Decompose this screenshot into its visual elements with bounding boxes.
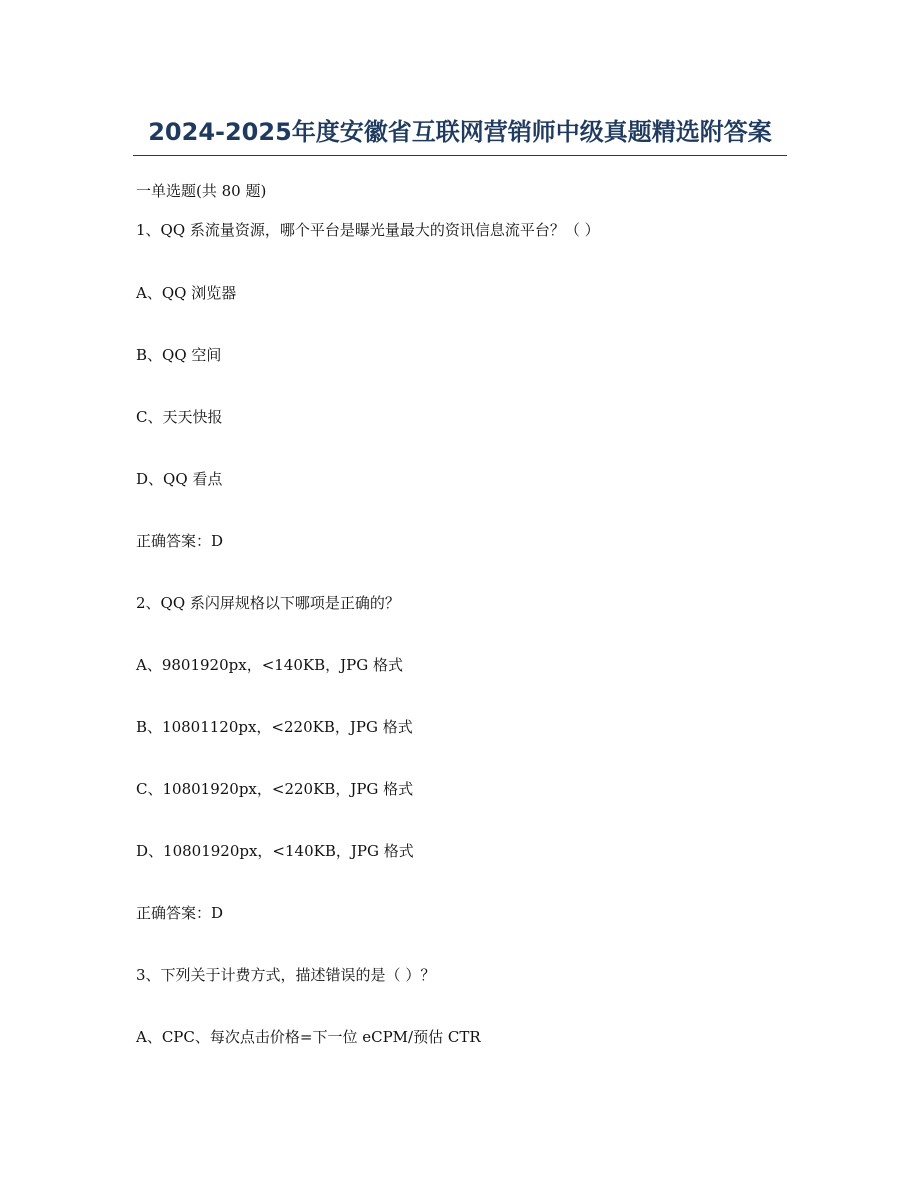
section-heading: 一单选题(共 80 题) xyxy=(136,182,267,200)
question-1-option-b: B、QQ 空间 xyxy=(136,346,222,364)
question-1-option-c: C、天天快报 xyxy=(136,408,223,426)
question-2-answer: 正确答案：D xyxy=(136,904,224,922)
question-1-option-d: D、QQ 看点 xyxy=(136,470,223,488)
question-2-text: 2、QQ 系闪屏规格以下哪项是正确的？ xyxy=(136,594,400,612)
question-1-text: 1、QQ 系流量资源，哪个平台是曝光量最大的资讯信息流平台？（ ） xyxy=(136,221,600,239)
document-title: 2024-2025年度安徽省互联网营销师中级真题精选附答案 xyxy=(148,118,772,146)
question-1-option-a: A、QQ 浏览器 xyxy=(136,284,237,302)
question-1-answer: 正确答案：D xyxy=(136,532,224,550)
question-3-option-a: A、CPC、每次点击价格=下一位 eCPM/预估 CTR xyxy=(136,1028,481,1046)
question-2-option-c: C、10801920px，<220KB，JPG 格式 xyxy=(136,780,414,798)
question-2-option-d: D、10801920px，<140KB，JPG 格式 xyxy=(136,842,414,860)
title-divider xyxy=(133,155,787,156)
question-2-option-a: A、9801920px，<140KB，JPG 格式 xyxy=(136,656,403,674)
question-3-text: 3、下列关于计费方式，描述错误的是（ ）？ xyxy=(136,966,436,984)
question-2-option-b: B、10801120px，<220KB，JPG 格式 xyxy=(136,718,413,736)
